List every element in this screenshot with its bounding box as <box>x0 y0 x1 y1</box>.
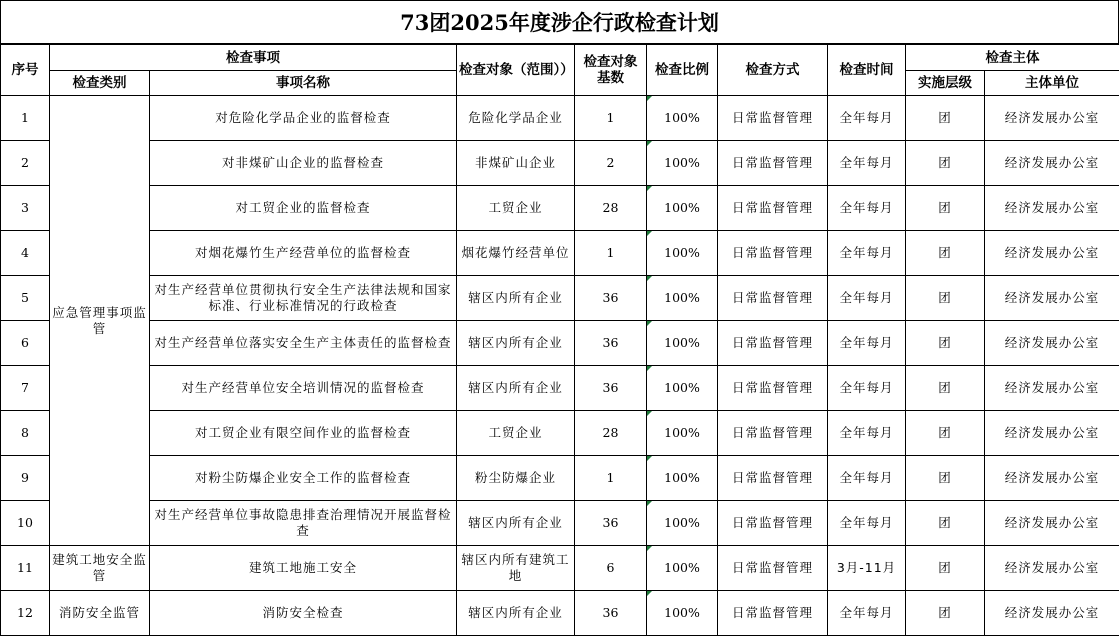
cell-method: 日常监督管理 <box>718 96 828 141</box>
cell-target: 工贸企业 <box>457 186 575 231</box>
table-row <box>1 231 1119 276</box>
cell-target: 非煤矿山企业 <box>457 141 575 186</box>
cell-level: 团 <box>906 411 985 456</box>
cell-target: 辖区内所有企业 <box>457 366 575 411</box>
header-target-count: 检查对象基数 <box>575 45 647 96</box>
cell-time: 全年每月 <box>828 366 906 411</box>
cell-target: 危险化学品企业 <box>457 96 575 141</box>
cell-time: 3月-11月 <box>828 546 906 591</box>
cell-time: 全年每月 <box>828 321 906 366</box>
cell-item-name: 对非煤矿山企业的监督检查 <box>150 141 457 186</box>
cell-time: 全年每月 <box>828 186 906 231</box>
cell-time: 全年每月 <box>828 456 906 501</box>
table-row <box>1 141 1119 186</box>
cell-time: 全年每月 <box>828 231 906 276</box>
cell-item-name: 对生产经营单位贯彻执行安全生产法律法规和国家标准、行业标准情况的行政检查 <box>150 276 457 321</box>
cell-seq: 6 <box>1 321 50 366</box>
cell-seq: 11 <box>1 546 50 591</box>
cell-target-count: 1 <box>575 231 647 276</box>
header-unit: 主体单位 <box>985 71 1119 96</box>
cell-method: 日常监督管理 <box>718 411 828 456</box>
cell-seq: 7 <box>1 366 50 411</box>
cell-unit: 经济发展办公室 <box>985 411 1119 456</box>
cell-time: 全年每月 <box>828 141 906 186</box>
header-target: 检查对象（范围）） <box>457 45 575 96</box>
cell-level: 团 <box>906 96 985 141</box>
cell-method: 日常监督管理 <box>718 501 828 546</box>
header-time: 检查时间 <box>828 45 906 96</box>
cell-unit: 经济发展办公室 <box>985 276 1119 321</box>
header-item-group: 检查事项 <box>50 45 457 71</box>
cell-seq: 10 <box>1 501 50 546</box>
cell-seq: 2 <box>1 141 50 186</box>
table-row <box>1 276 1119 321</box>
cell-level: 团 <box>906 456 985 501</box>
cell-level: 团 <box>906 186 985 231</box>
cell-level: 团 <box>906 501 985 546</box>
cell-target-count: 36 <box>575 321 647 366</box>
table-row <box>1 411 1119 456</box>
cell-level: 团 <box>906 276 985 321</box>
cell-method: 日常监督管理 <box>718 546 828 591</box>
header-ratio: 检查比例 <box>647 45 718 96</box>
cell-unit: 经济发展办公室 <box>985 186 1119 231</box>
cell-target: 辖区内所有企业 <box>457 321 575 366</box>
cell-time: 全年每月 <box>828 96 906 141</box>
cell-method: 日常监督管理 <box>718 141 828 186</box>
cell-seq: 12 <box>1 591 50 636</box>
cell-target: 烟花爆竹经营单位 <box>457 231 575 276</box>
table-row <box>1 546 1119 591</box>
header-seq: 序号 <box>1 45 50 96</box>
cell-target-count: 2 <box>575 141 647 186</box>
table-row <box>1 366 1119 411</box>
cell-item-name: 消防安全检查 <box>150 591 457 636</box>
cell-item-name: 对生产经营单位事故隐患排查治理情况开展监督检查 <box>150 501 457 546</box>
cell-unit: 经济发展办公室 <box>985 321 1119 366</box>
table-row <box>1 96 1119 141</box>
header-category: 检查类别 <box>50 71 150 96</box>
cell-target-count: 28 <box>575 411 647 456</box>
cell-time: 全年每月 <box>828 501 906 546</box>
cell-ratio: 100% <box>647 96 718 141</box>
table-row <box>1 591 1119 636</box>
cell-seq: 8 <box>1 411 50 456</box>
cell-item-name: 对工贸企业有限空间作业的监督检查 <box>150 411 457 456</box>
cell-seq: 4 <box>1 231 50 276</box>
cell-unit: 经济发展办公室 <box>985 141 1119 186</box>
cell-item-name: 对烟花爆竹生产经营单位的监督检查 <box>150 231 457 276</box>
cell-unit: 经济发展办公室 <box>985 231 1119 276</box>
table-row <box>1 501 1119 546</box>
inspection-plan-table <box>0 44 1119 636</box>
cell-seq: 3 <box>1 186 50 231</box>
cell-target: 工贸企业 <box>457 411 575 456</box>
cell-level: 团 <box>906 141 985 186</box>
cell-ratio: 100% <box>647 366 718 411</box>
cell-unit: 经济发展办公室 <box>985 501 1119 546</box>
header-row-1 <box>1 45 1119 71</box>
cell-item-name: 对工贸企业的监督检查 <box>150 186 457 231</box>
cell-target: 辖区内所有企业 <box>457 591 575 636</box>
cell-target-count: 36 <box>575 591 647 636</box>
cell-ratio: 100% <box>647 591 718 636</box>
cell-level: 团 <box>906 231 985 276</box>
cell-unit: 经济发展办公室 <box>985 456 1119 501</box>
cell-target-count: 6 <box>575 546 647 591</box>
header-item-name: 事项名称 <box>150 71 457 96</box>
cell-time: 全年每月 <box>828 591 906 636</box>
cell-ratio: 100% <box>647 456 718 501</box>
cell-target-count: 1 <box>575 456 647 501</box>
cell-ratio: 100% <box>647 186 718 231</box>
cell-target-count: 36 <box>575 501 647 546</box>
cell-category-fire: 消防安全监管 <box>50 591 150 636</box>
header-level: 实施层级 <box>906 71 985 96</box>
cell-item-name: 建筑工地施工安全 <box>150 546 457 591</box>
cell-unit: 经济发展办公室 <box>985 96 1119 141</box>
cell-category-emergency: 应急管理事项监管 <box>50 96 150 546</box>
header-subject-group: 检查主体 <box>906 45 1119 71</box>
cell-item-name: 对生产经营单位安全培训情况的监督检查 <box>150 366 457 411</box>
cell-item-name: 对粉尘防爆企业安全工作的监督检查 <box>150 456 457 501</box>
page-title: 73团2025年度涉企行政检查计划 <box>0 0 1119 44</box>
header-method: 检查方式 <box>718 45 828 96</box>
cell-unit: 经济发展办公室 <box>985 366 1119 411</box>
cell-method: 日常监督管理 <box>718 366 828 411</box>
cell-method: 日常监督管理 <box>718 186 828 231</box>
cell-target: 粉尘防爆企业 <box>457 456 575 501</box>
cell-target-count: 28 <box>575 186 647 231</box>
cell-item-name: 对危险化学品企业的监督检查 <box>150 96 457 141</box>
cell-seq: 1 <box>1 96 50 141</box>
cell-category-construction: 建筑工地安全监管 <box>50 546 150 591</box>
cell-level: 团 <box>906 366 985 411</box>
cell-ratio: 100% <box>647 321 718 366</box>
cell-time: 全年每月 <box>828 276 906 321</box>
cell-unit: 经济发展办公室 <box>985 546 1119 591</box>
cell-target-count: 36 <box>575 366 647 411</box>
cell-level: 团 <box>906 321 985 366</box>
cell-ratio: 100% <box>647 231 718 276</box>
cell-level: 团 <box>906 546 985 591</box>
cell-target: 辖区内所有企业 <box>457 501 575 546</box>
table-row <box>1 321 1119 366</box>
cell-target-count: 1 <box>575 96 647 141</box>
cell-target: 辖区内所有企业 <box>457 276 575 321</box>
cell-seq: 5 <box>1 276 50 321</box>
cell-target: 辖区内所有建筑工地 <box>457 546 575 591</box>
cell-method: 日常监督管理 <box>718 276 828 321</box>
cell-method: 日常监督管理 <box>718 456 828 501</box>
cell-item-name: 对生产经营单位落实安全生产主体责任的监督检查 <box>150 321 457 366</box>
cell-target-count: 36 <box>575 276 647 321</box>
cell-method: 日常监督管理 <box>718 231 828 276</box>
cell-ratio: 100% <box>647 501 718 546</box>
cell-ratio: 100% <box>647 141 718 186</box>
cell-ratio: 100% <box>647 411 718 456</box>
table-row <box>1 456 1119 501</box>
cell-ratio: 100% <box>647 546 718 591</box>
cell-method: 日常监督管理 <box>718 321 828 366</box>
cell-level: 团 <box>906 591 985 636</box>
cell-time: 全年每月 <box>828 411 906 456</box>
cell-ratio: 100% <box>647 276 718 321</box>
cell-unit: 经济发展办公室 <box>985 591 1119 636</box>
cell-seq: 9 <box>1 456 50 501</box>
table-row <box>1 186 1119 231</box>
cell-method: 日常监督管理 <box>718 591 828 636</box>
